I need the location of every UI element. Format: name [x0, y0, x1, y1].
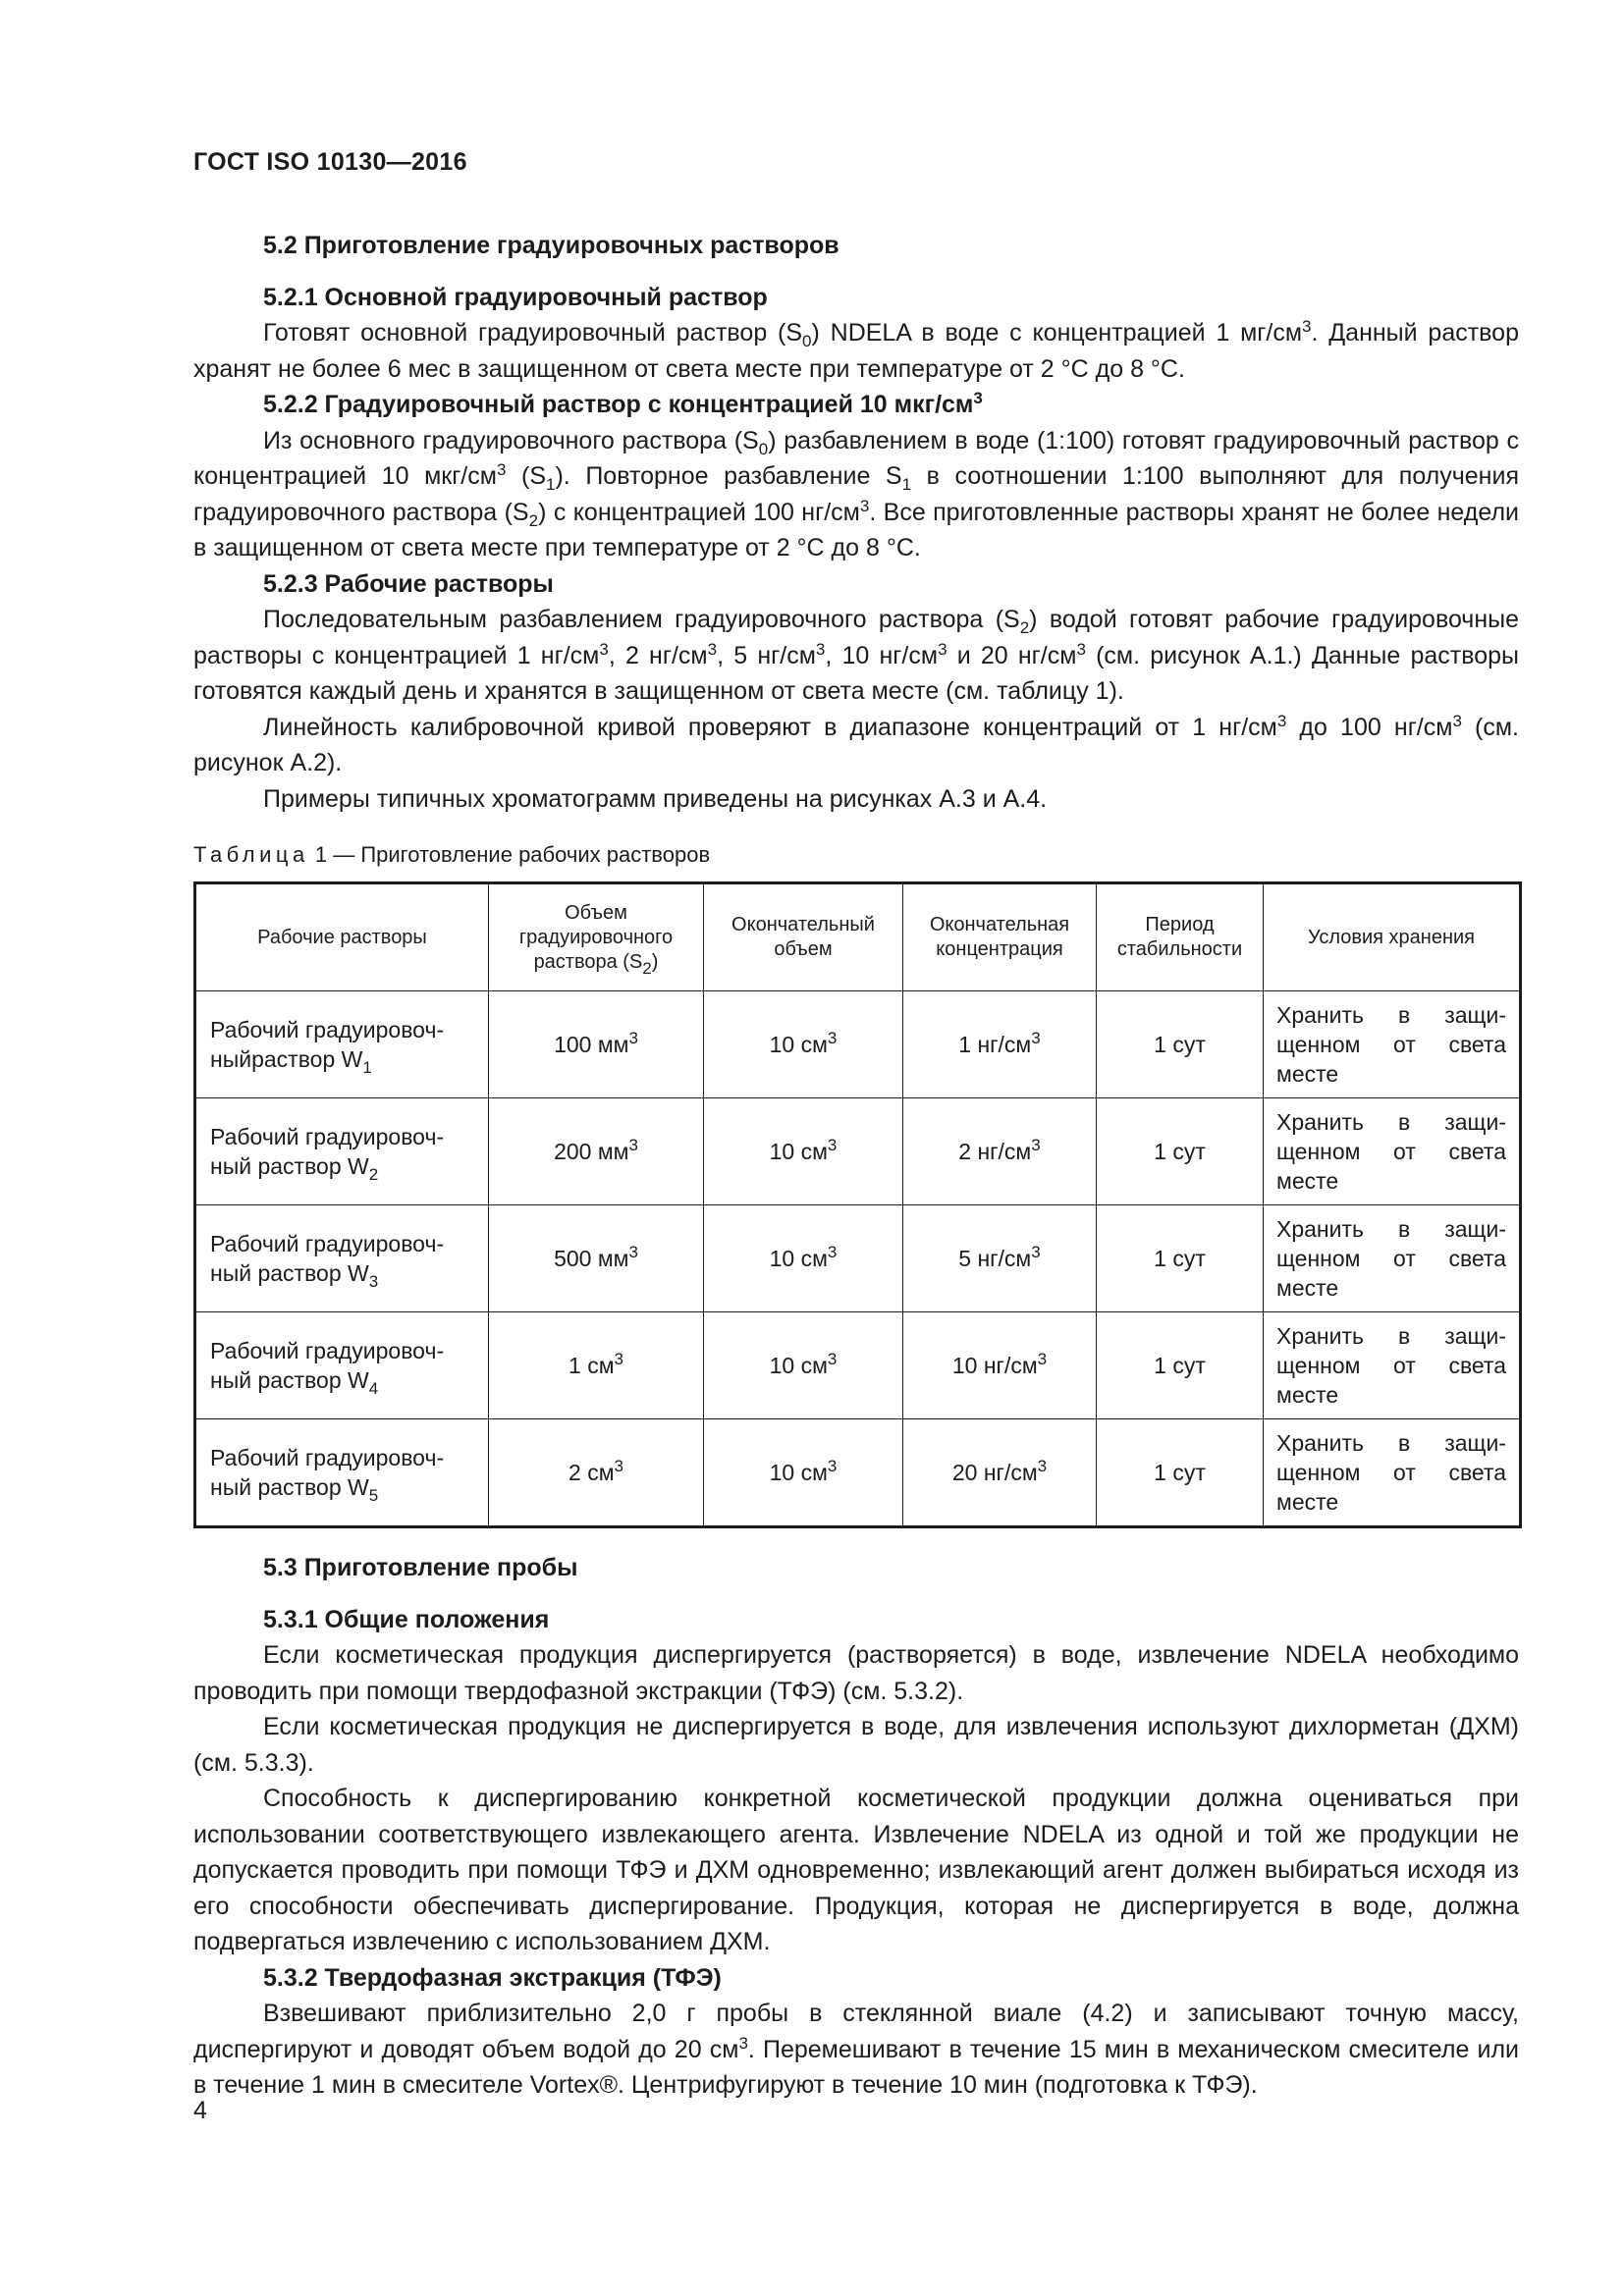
section-5-2-3-paragraph-2: Линейность калибровочной кривой проверяют в диапазоне концентраций от 1 $нг/см^3$ до 100 $нг/см^3$ (см. рисунок А.2).: [193, 711, 1520, 776]
section-5-3-title: 5.3 Приготовление пробы: [263, 1554, 578, 1581]
table-1-caption: Таблица 1 — Приготовление рабочих растворов: [193, 842, 711, 867]
section-5-3-2-title: 5.3.2 Твердофазная экстракция (ТФЭ): [263, 1963, 722, 1992]
cell-period: 1 сут: [1097, 1205, 1264, 1312]
cell-final-concentration: 2 $нг/см^3$: [903, 1098, 1097, 1205]
section-5-3-1-paragraph-1: Если косметическая продукция диспергируется (растворяется) в воде, извлечение NDELA необходимо проводить при помощи твердофазной экстракции (ТФЭ) (см. 5.3.2).: [193, 1641, 1519, 1705]
section-5-3-1-paragraph-2: Если косметическая продукция не диспергируется в воде, для извлечения используют дихлорметан (ДХМ) (см. 5.3.3).: [193, 1713, 1519, 1777]
header-final-concentration: Окончательная концентрация: [903, 883, 1097, 991]
table-header-row: [195, 883, 1521, 991]
cell-period: 1 сут: [1097, 991, 1264, 1098]
cell-final-concentration: 20 $нг/см^3$: [903, 1419, 1097, 1527]
cell-volume: 100 $мм^3$: [489, 991, 704, 1098]
section-5-2-3-title: 5.2.3 Рабочие растворы: [263, 569, 554, 598]
table-row: [195, 1312, 1521, 1419]
section-5-3-1-title: 5.3.1 Общие положения: [263, 1605, 550, 1633]
cell-solution-name: Рабочий градуировочный раствор $W_4$: [195, 1312, 489, 1419]
cell-volume: 2 $см^3$: [489, 1419, 704, 1527]
section-5-2-3-paragraph-1: Последовательным разбавлением градуировочного раствора $(S_2)$ водой готовят рабочие градуировочные растворы с концентрацией 1 $нг/см^3$, 2 $нг/см^3$, 5 $нг/см^3$, 10 $нг/см^3$ и 20 $нг/см^3$ (см. рисунок А.1.) Данные растворы готовятся каждый день и хранятся в защищенном от света месте (см. таблицу 1).: [193, 606, 1519, 705]
header-volume: Объем градуировочного раствора $(S_2)$: [489, 883, 704, 991]
cell-solution-name: Рабочий градуировочный раствор $W_5$: [195, 1419, 489, 1527]
working-solutions-table: [193, 881, 1522, 1528]
cell-final-volume: 10 $см^3$: [704, 1312, 903, 1419]
section-5-3-2-paragraph: Взвешивают приблизительно 2,0 г пробы в стеклянной виале (4.2) и записывают точную массу, диспергируют и доводят объем водой до 20 $см^3$. Перемешивают в течение 15 мин в механическом смесителе или в течение 1 мин в смесителе Vortex®. Центрифугируют в течение 10 мин (подготовка к ТФЭ).: [193, 2000, 1519, 2099]
cell-solution-name: Рабочий градуировочный раствор $W_3$: [195, 1205, 489, 1312]
cell-solution-name: Рабочий градуировочный раствор $W_2$: [195, 1098, 489, 1205]
cell-final-concentration: 10 $нг/см^3$: [903, 1312, 1097, 1419]
cell-period: 1 сут: [1097, 1312, 1264, 1419]
cell-storage: Хранить в защищенном от света месте: [1264, 1419, 1521, 1527]
cell-volume: 1 $см^3$: [489, 1312, 704, 1419]
section-5-2-1-paragraph: Готовят основной градуировочный раствор $(S_0)$ NDELA в воде с концентрацией 1 $мг/см^3$. Данный раствор хранят не более 6 мес в защищенном от света месте при температуре от 2 °С до 8 °С.: [193, 317, 1519, 383]
page-number: 4: [193, 2097, 207, 2124]
section-5-2-3-paragraph-3: Примеры типичных хроматограмм приведены на рисунках А.3 и А.4.: [263, 784, 1048, 813]
document-body: [193, 228, 1519, 2104]
cell-final-volume: 10 $см^3$: [704, 1205, 903, 1312]
table-row: [195, 1419, 1521, 1527]
cell-period: 1 сут: [1097, 1419, 1264, 1527]
cell-solution-name: Рабочий градуировочныйраствор $W_1$: [195, 991, 489, 1098]
header-storage-conditions: Условия хранения: [1264, 883, 1521, 991]
cell-final-volume: 10 $см^3$: [704, 1419, 903, 1527]
cell-storage: Хранить в защищенном от света месте: [1264, 1205, 1521, 1312]
section-5-2-2-title: 5.2.2 Градуировочный раствор с концентрацией 10 мкг/$см^3$: [263, 389, 983, 418]
cell-storage: Хранить в защищенном от света месте: [1264, 1098, 1521, 1205]
section-5-2-1-title: 5.2.1 Основной градуировочный раствор: [263, 283, 768, 311]
table-row: [195, 1098, 1521, 1205]
document-code-header: ГОСТ ISO 10130—2016: [193, 148, 467, 176]
cell-final-concentration: 5 $нг/см^3$: [903, 1205, 1097, 1312]
section-5-2-2-paragraph: Из основного градуировочного раствора $(S_0)$ разбавлением в воде (1:100) готовят градуировочный раствор с концентрацией 10 мкг/$см^3$ $(S_1)$. Повторное разбавление $S_1$ в соотношении 1:100 выполняют для получения градуировочного раствора $(S_2)$ с концентрацией 100 $нг/см^3$. Все приготовленные растворы хранят не более недели в защищенном от света месте при температуре от 2 °С до 8 °С.: [193, 426, 1519, 561]
section-5-3-1-paragraph-3: Способность к диспергированию конкретной косметической продукции должна оцениваться при использовании соответствующего извлекающего агента. Извлечение NDELA из одной и той же продукции не допускается проводить при помощи ТФЭ и ДХМ одновременно; извлекающий агент должен выбираться исходя из его способности обеспечивать диспергирование. Продукция, которая не диспергируется в воде, должна подвергаться извлечению с использованием ДХМ.: [193, 1785, 1519, 1955]
section-5-2-title: 5.2 Приготовление градуировочных растворов: [263, 232, 839, 259]
cell-storage: Хранить в защищенном от света месте: [1264, 1312, 1521, 1419]
header-solutions: Рабочие растворы: [195, 883, 489, 991]
cell-storage: Хранить в защищенном от света месте: [1264, 991, 1521, 1098]
cell-volume: 200 $мм^3$: [489, 1098, 704, 1205]
cell-period: 1 сут: [1097, 1098, 1264, 1205]
cell-final-volume: 10 $см^3$: [704, 991, 903, 1098]
cell-final-volume: 10 $см^3$: [704, 1098, 903, 1205]
table-row: [195, 991, 1521, 1098]
cell-final-concentration: 1 $нг/см^3$: [903, 991, 1097, 1098]
cell-volume: 500 $мм^3$: [489, 1205, 704, 1312]
header-final-volume: Окончательный объем: [704, 883, 903, 991]
table-row: [195, 1205, 1521, 1312]
header-stability-period: Период стабильности: [1097, 883, 1264, 991]
